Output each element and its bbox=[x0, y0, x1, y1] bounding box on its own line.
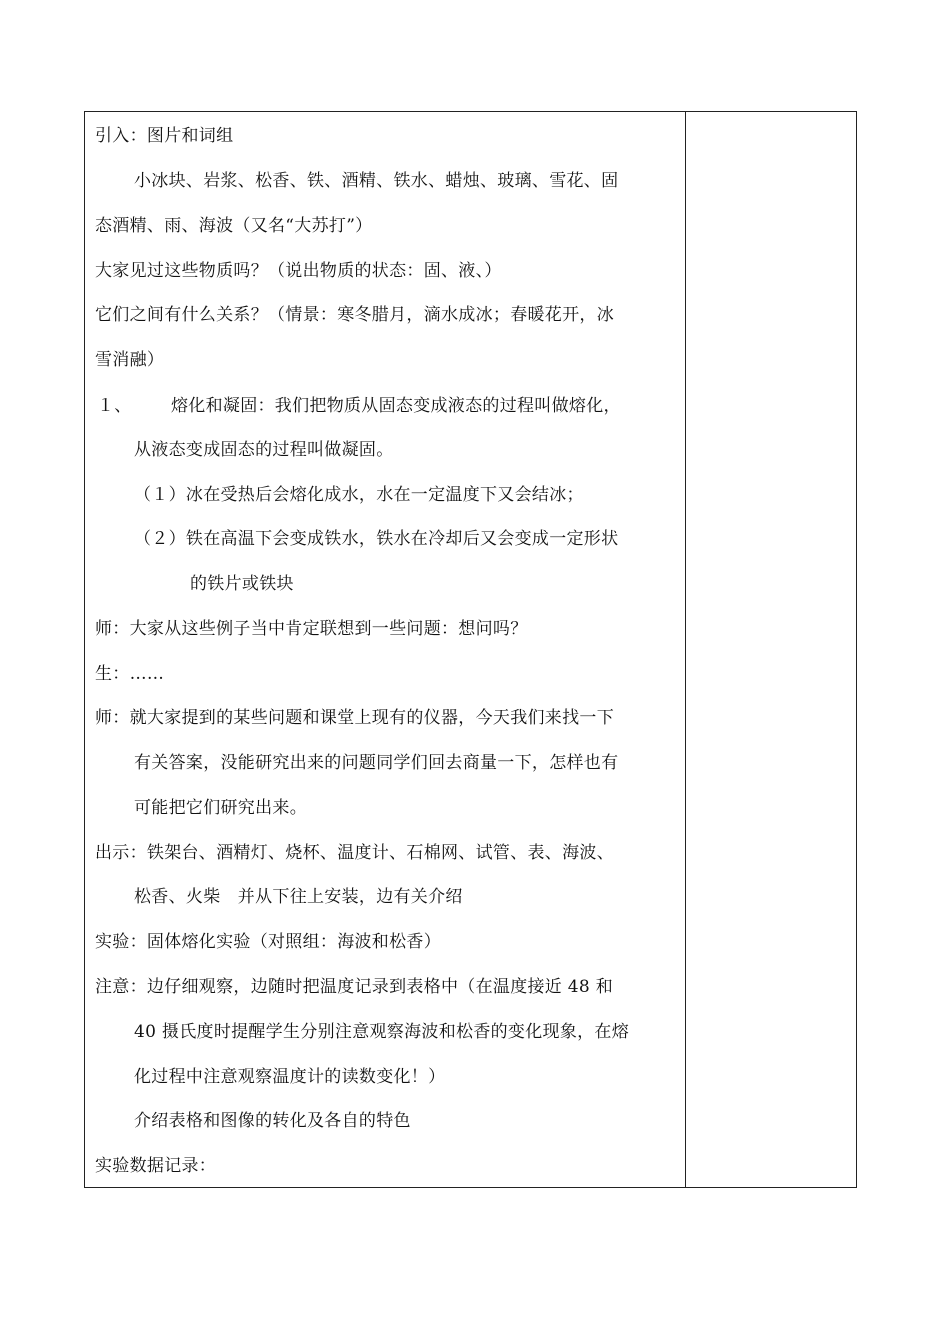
question-relation-line-2: 雪消融） bbox=[95, 350, 165, 370]
teacher-statement-line-2: 有关答案，没能研究出来的问题同学们回去商量一下，怎样也有 bbox=[134, 753, 619, 773]
equipment-line-2: 松香、火柴 并从下往上安装，边有关介绍 bbox=[134, 887, 463, 907]
intro-heading: 引入：图片和词组 bbox=[95, 126, 234, 146]
note-line-1: 注意：边仔细观察，边随时把温度记录到表格中（在温度接近 48 和 bbox=[95, 977, 614, 997]
section-number: １、 bbox=[97, 396, 132, 416]
teacher-statement-line-1: 师：就大家提到的某些问题和课堂上现有的仪器，今天我们来找一下 bbox=[95, 708, 614, 728]
teacher-statement-line-3: 可能把它们研究出来。 bbox=[134, 798, 307, 818]
note-line-3: 化过程中注意观察温度计的读数变化！） bbox=[134, 1067, 446, 1087]
data-record-label: 实验数据记录： bbox=[95, 1156, 217, 1176]
student-response: 生：…… bbox=[95, 664, 165, 684]
example-1: （１）冰在受热后会熔化成水，水在一定温度下又会结冰； bbox=[134, 485, 584, 505]
equipment-line-1: 出示：铁架台、酒精灯、烧杯、温度计、石棉网、试管、表、海波、 bbox=[95, 843, 614, 863]
experiment-title: 实验：固体熔化实验（对照组：海波和松香） bbox=[95, 932, 441, 952]
example-2-line-2: 的铁片或铁块 bbox=[190, 574, 294, 594]
question-relation-line-1: 它们之间有什么关系？（情景：寒冬腊月，滴水成冰；春暖花开，冰 bbox=[95, 305, 614, 325]
word-list-line-2: 态酒精、雨、海波（又名“大苏打”） bbox=[95, 216, 373, 236]
notes-cell-empty bbox=[686, 112, 856, 1187]
definition-line-2: 从液态变成固态的过程叫做凝固。 bbox=[134, 440, 394, 460]
note-line-2: 40 摄氏度时提醒学生分别注意观察海波和松香的变化现象，在熔 bbox=[134, 1022, 630, 1042]
teacher-question: 师：大家从这些例子当中肯定联想到一些问题：想问吗？ bbox=[95, 619, 528, 639]
word-list-line-1: 小冰块、岩浆、松香、铁、酒精、铁水、蜡烛、玻璃、雪花、固 bbox=[134, 171, 619, 191]
question-states: 大家见过这些物质吗？（说出物质的状态：固、液、） bbox=[95, 261, 502, 281]
definition-line-1: 熔化和凝固：我们把物质从固态变成液态的过程叫做熔化， bbox=[171, 396, 621, 416]
example-2-line-1: （２）铁在高温下会变成铁水，铁水在冷却后又会变成一定形状 bbox=[134, 529, 619, 549]
table-graph-intro: 介绍表格和图像的转化及各自的特色 bbox=[134, 1111, 411, 1131]
